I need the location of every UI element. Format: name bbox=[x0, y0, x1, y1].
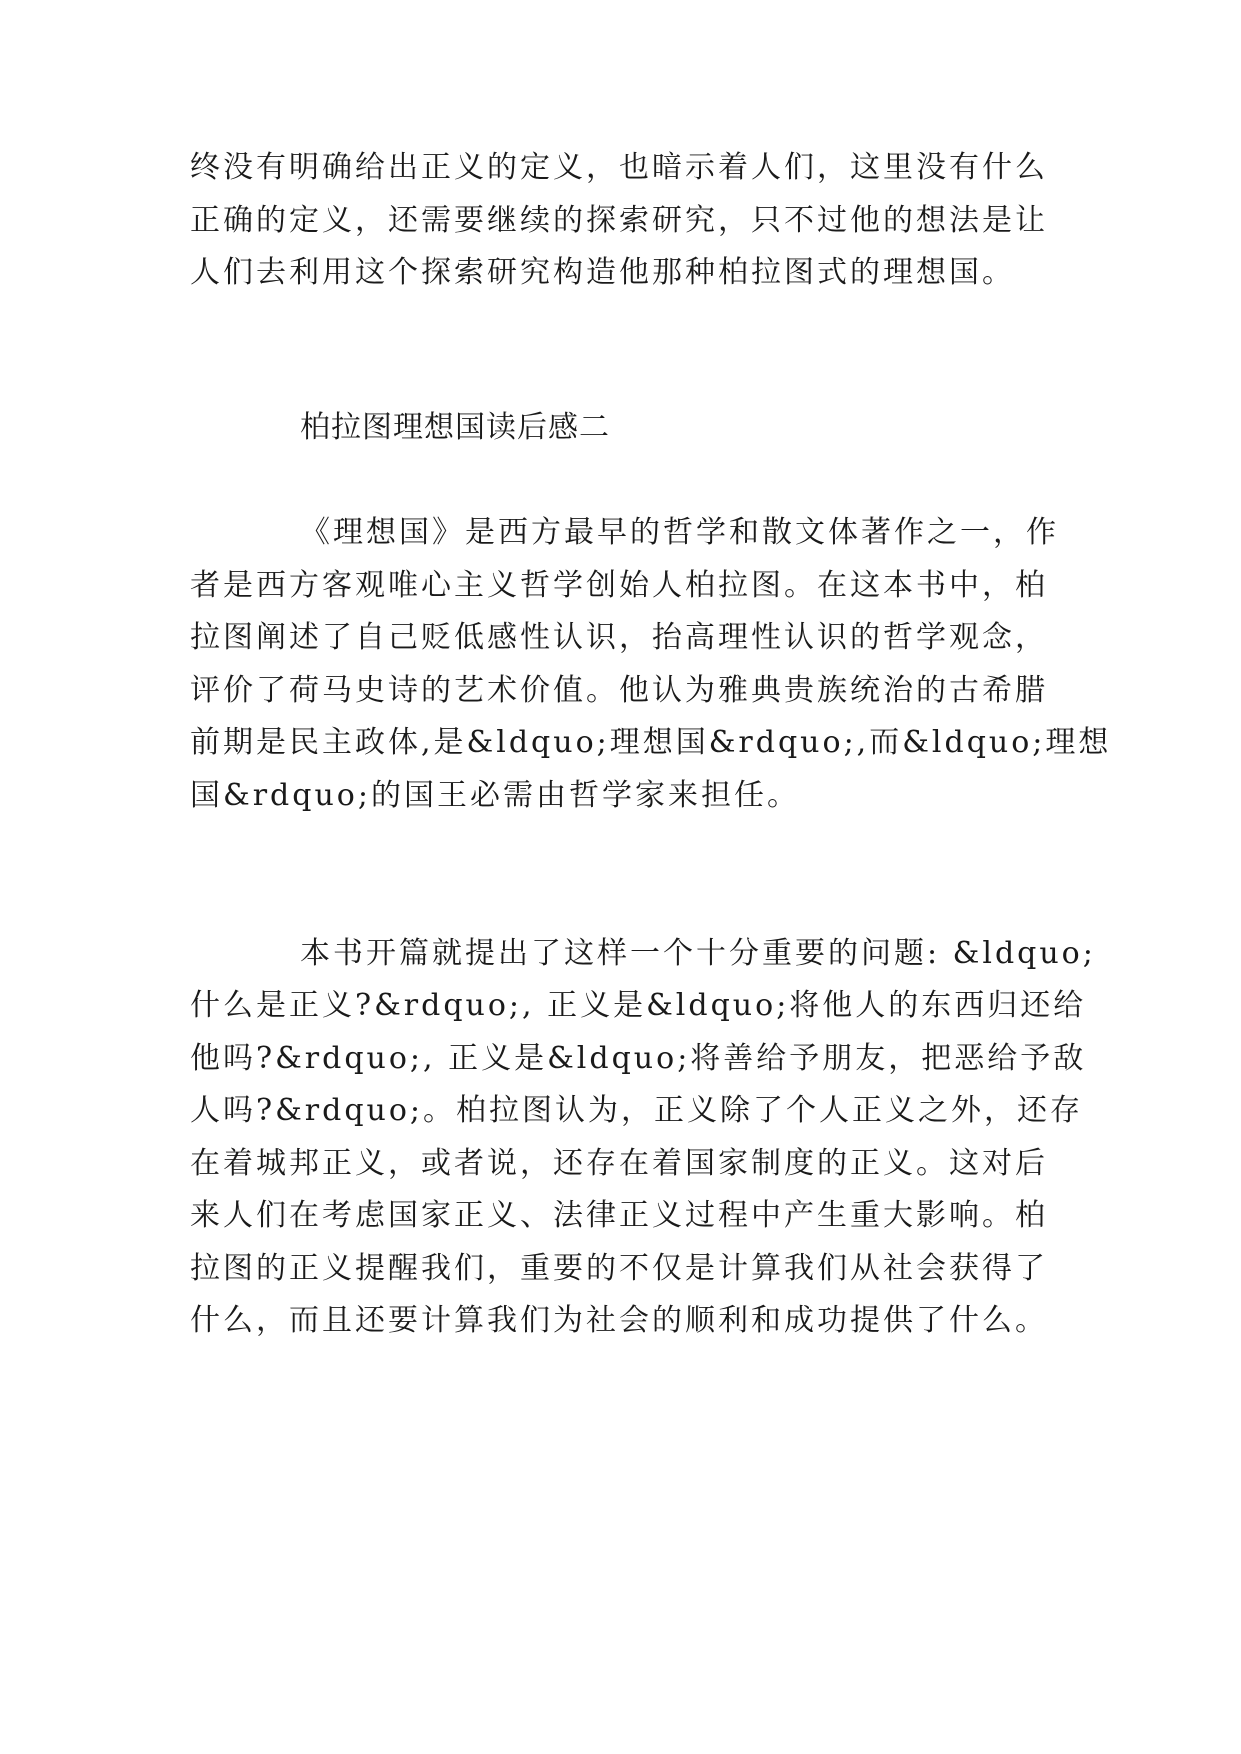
paragraph-2-line-2: 什么是正义?&rdquo;, 正义是&ldquo;将他人的东西归还给 bbox=[190, 988, 1087, 1023]
section-heading: 柏拉图理想国读后感二 bbox=[300, 410, 610, 445]
paragraph-1-line-1: 《理想国》是西方最早的哲学和散文体著作之一，作 bbox=[300, 515, 1059, 550]
intro-line-2: 正确的定义，还需要继续的探索研究，只不过他的想法是让 bbox=[190, 203, 1048, 238]
intro-line-3: 人们去利用这个探索研究构造他那种柏拉图式的理想国。 bbox=[190, 255, 1015, 290]
paragraph-1-line-5: 前期是民主政体,是&ldquo;理想国&rdquo;,而&ldquo;理想 bbox=[190, 725, 1112, 760]
paragraph-1-line-4: 评价了荷马史诗的艺术价值。他认为雅典贵族统治的古希腊 bbox=[190, 673, 1048, 708]
paragraph-2-line-1: 本书开篇就提出了这样一个十分重要的问题: &ldquo; bbox=[300, 936, 1096, 971]
paragraph-2-line-3: 他吗?&rdquo;, 正义是&ldquo;将善给予朋友，把恶给予敌 bbox=[190, 1041, 1087, 1076]
paragraph-1-line-2: 者是西方客观唯心主义哲学创始人柏拉图。在这本书中，柏 bbox=[190, 568, 1048, 603]
paragraph-2-line-6: 来人们在考虑国家正义、法律正义过程中产生重大影响。柏 bbox=[190, 1198, 1048, 1233]
paragraph-2-line-8: 什么，而且还要计算我们为社会的顺利和成功提供了什么。 bbox=[190, 1303, 1048, 1338]
intro-line-1: 终没有明确给出正义的定义，也暗示着人们，这里没有什么 bbox=[190, 150, 1048, 185]
paragraph-1-line-6: 国&rdquo;的国王必需由哲学家来担任。 bbox=[190, 778, 800, 813]
paragraph-2-line-5: 在着城邦正义，或者说，还存在着国家制度的正义。这对后 bbox=[190, 1146, 1048, 1181]
paragraph-2-line-7: 拉图的正义提醒我们，重要的不仅是计算我们从社会获得了 bbox=[190, 1251, 1048, 1286]
paragraph-2-line-4: 人吗?&rdquo;。柏拉图认为，正义除了个人正义之外，还存 bbox=[190, 1093, 1084, 1128]
paragraph-1-line-3: 拉图阐述了自己贬低感性认识，抬高理性认识的哲学观念， bbox=[190, 620, 1048, 655]
